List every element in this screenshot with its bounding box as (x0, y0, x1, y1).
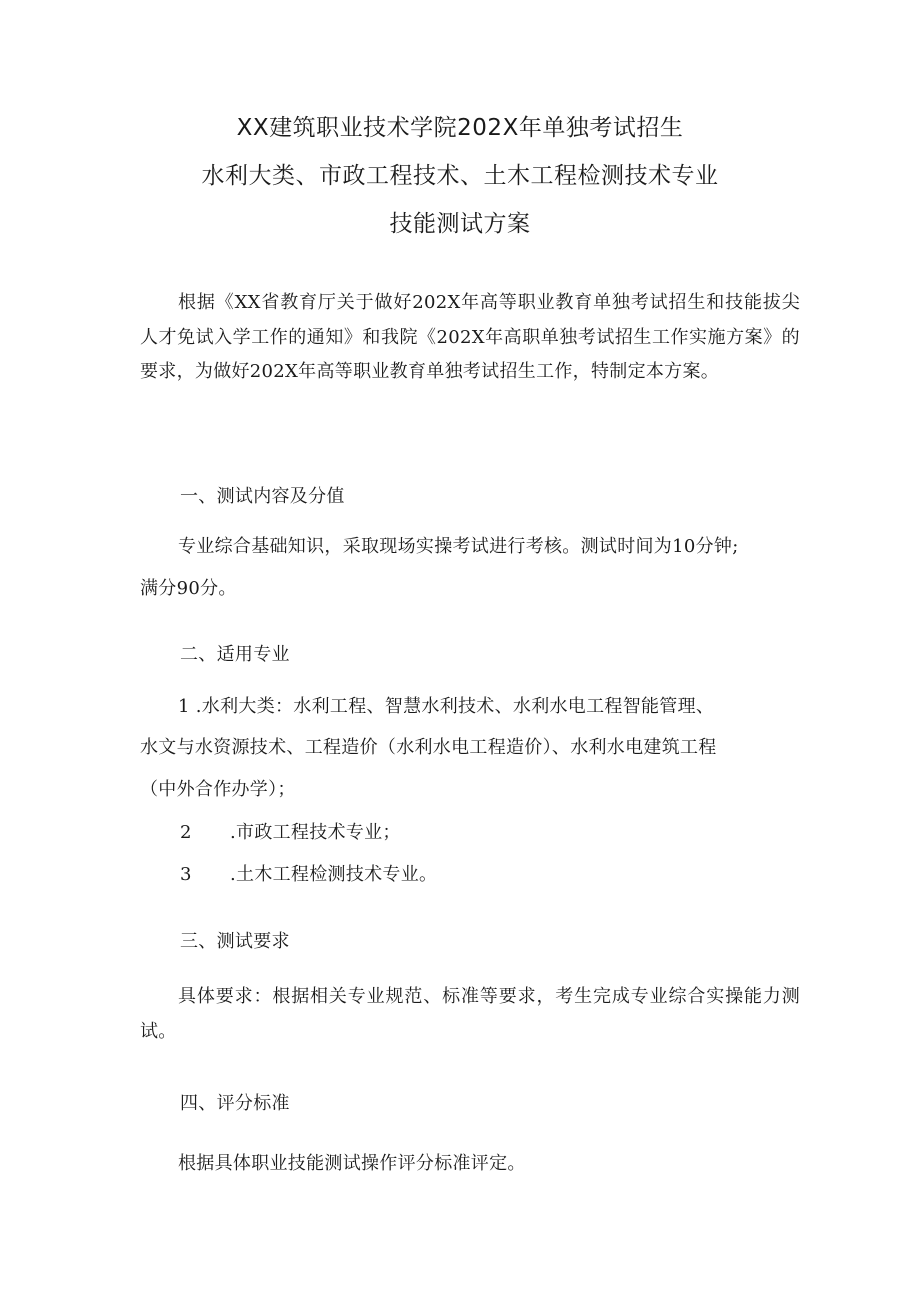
section-4-heading: 四、评分标准 (180, 1093, 290, 1114)
section-1-line-2: 满分90分。 (140, 578, 237, 599)
section-4-body: 根据具体职业技能测试操作评分标准评定。 (178, 1153, 526, 1174)
section-2-item-1-line-1: 1 .水利大类：水利工程、智慧水利技术、水利水电工程智能管理、 (178, 696, 715, 717)
section-2-item-2-number: 2 (180, 822, 192, 843)
section-2-item-3-text: .土木工程检测技术专业。 (230, 864, 438, 885)
title-line-3: 技能测试方案 (389, 211, 531, 237)
section-3-body: 具体要求：根据相关专业规范、标准等要求，考生完成专业综合实操能力测试。 (140, 986, 800, 1042)
section-2-item-1-line-2: 水文与水资源技术、工程造价（水利水电工程造价）、水利水电建筑工程 (140, 737, 717, 758)
section-1-heading: 一、测试内容及分值 (180, 486, 345, 507)
section-1-line-1: 专业综合基础知识，采取现场实操考试进行考核。测试时间为10分钟; (178, 536, 739, 557)
section-2-heading: 二、适用专业 (180, 644, 290, 665)
section-2-item-1-line-3: （中外合作办学）； (140, 779, 296, 800)
title-line-2: 水利大类、市政工程技术、土木工程检测技术专业 (201, 163, 719, 189)
intro-paragraph: 根据《XX省教育厅关于做好202X年高等职业教育单独考试招生和技能拔尖人才免试入学工作的通知》和我院《202X年高职单独考试招生工作实施方案》的要求，为做好202X年高等职业教育单独考试招生工作，特制定本方案。 (140, 292, 800, 382)
section-3-heading: 三、测试要求 (180, 931, 290, 952)
document-title (0, 104, 920, 248)
section-2-item-3-number: 3 (180, 864, 192, 885)
section-2-item-2-text: .市政工程技术专业； (230, 822, 401, 843)
title-line-1: XX建筑职业技术学院202X年单独考试招生 (236, 115, 684, 141)
